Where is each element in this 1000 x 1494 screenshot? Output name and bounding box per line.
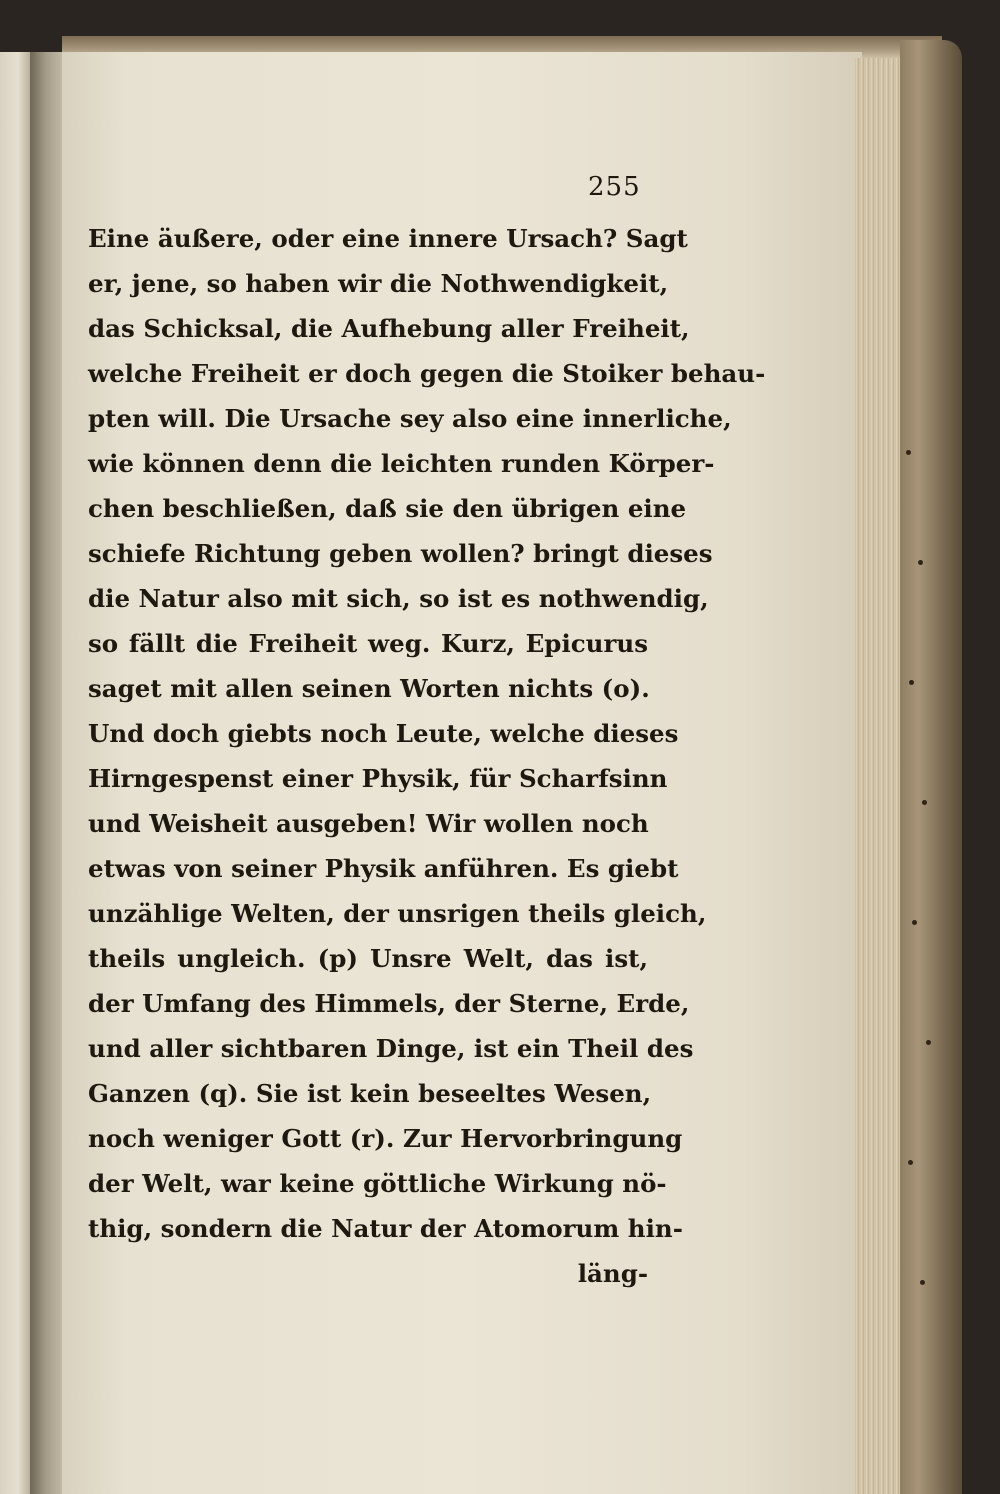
text-line: Ganzen (q). Sie ist kein beseeltes Wesen, [88,1079,652,1108]
text-line: schiefe Richtung geben wollen? bringt dieses [88,539,713,568]
text-line: und aller sichtbaren Dinge, ist ein Theil des [88,1034,694,1063]
text-line: Hirngespenst einer Physik, für Scharfsinn [88,764,668,793]
foxing-speck [909,680,914,685]
foxing-speck [912,920,917,925]
text-line: Eine äußere, oder eine innere Ursach? Sagt [88,224,688,253]
text-line: das Schicksal, die Aufhebung aller Freiheit, [88,314,690,343]
foxing-speck [918,560,923,565]
leather-cover [900,40,962,1494]
foxing-speck [920,1280,925,1285]
text-line: chen beschließen, daß sie den übrigen eine [88,494,687,523]
text-line: der Umfang des Himmels, der Sterne, Erde, [88,989,690,1018]
text-line: der Welt, war keine göttliche Wirkung nö- [88,1169,667,1198]
text-line: unzählige Welten, der unsrigen theils gleich, [88,899,707,928]
text-line: etwas von seiner Physik anführen. Es giebt [88,854,679,883]
foxing-speck [906,450,911,455]
text-line: Und doch giebts noch Leute, welche dieses [88,719,679,748]
text-line: theils ungleich. (p) Unsre Welt, das ist, [88,944,648,973]
page-edges [855,58,905,1494]
text-line: so fällt die Freiheit weg. Kurz, Epicurus [88,629,648,658]
text-line: saget mit allen seinen Worten nichts (o). [88,674,650,703]
text-line: die Natur also mit sich, so ist es nothwendig, [88,584,709,613]
page-number: 255 [588,172,641,202]
text-line: wie können denn die leichten runden Körper- [88,449,715,478]
text-line: welche Freiheit er doch gegen die Stoiker behau- [88,359,766,388]
foxing-speck [926,1040,931,1045]
text-line: thig, sondern die Natur der Atomorum hin- [88,1214,683,1243]
foxing-speck [922,800,927,805]
text-line: noch weniger Gott (r). Zur Hervorbringung [88,1124,683,1153]
foxing-speck [908,1160,913,1165]
text-line: und Weisheit ausgeben! Wir wollen noch [88,809,649,838]
catchword: läng- [577,1259,648,1288]
text-line: er, jene, so haben wir die Nothwendigkeit, [88,269,669,298]
left-facing-page [0,52,32,1494]
text-line: pten will. Die Ursache sey also eine innerliche, [88,404,732,433]
